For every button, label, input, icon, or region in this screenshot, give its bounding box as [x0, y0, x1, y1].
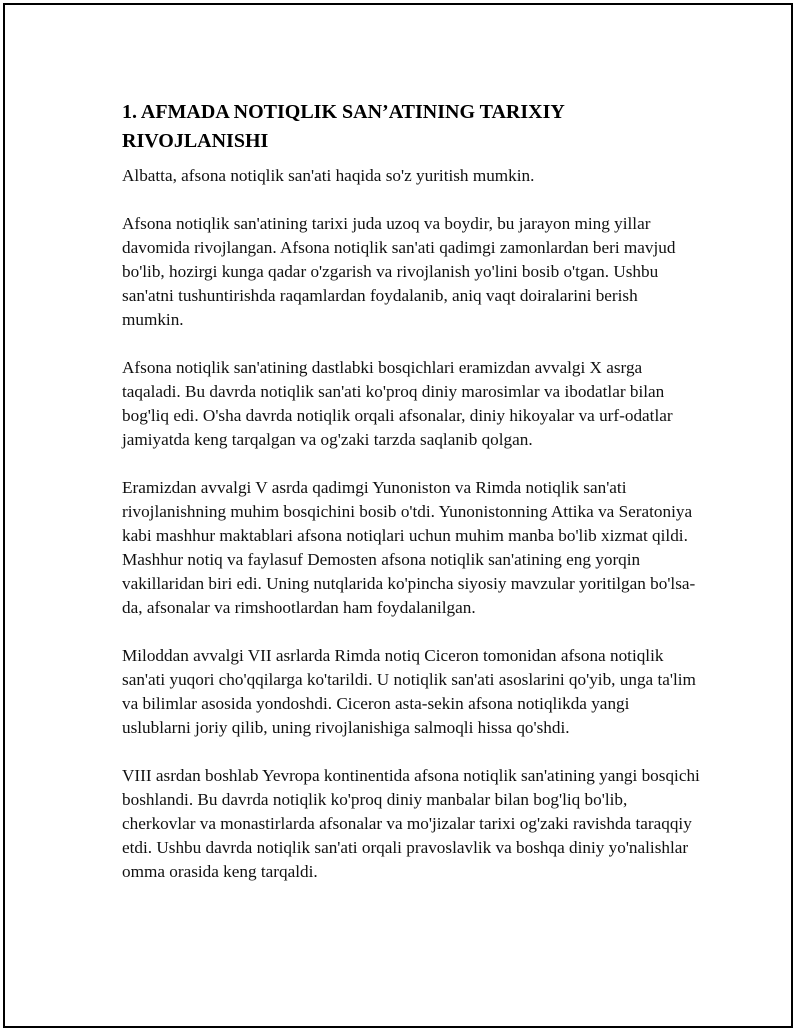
- page-frame: [3, 3, 793, 1028]
- paragraph-europe: VIII asrdan boshlab Yevropa kontinentida afsona notiqlik san'atining yangi bosqichi boshlandi. Bu davrda notiqlik ko'proq diniy manbalar bilan bog'liq bo'lib, cherkovlar va monastirlarda afsonalar va mo'jizalar tarixi og'zaki ravishda taraqqiy etdi. Ushbu davrda notiqlik san'ati orqali pravoslavlik va boshqa diniy yo'nalishlar omma orasida keng tarqaldi.: [122, 766, 700, 881]
- paragraph-ciceron: Miloddan avvalgi VII asrlarda Rimda notiq Ciceron tomonidan afsona notiqlik san'ati yuqori cho'qqilarga ko'tarildi. U notiqlik san'ati asoslarini qo'yib, unga ta'lim va bilimlar asosida yondoshdi. Ciceron asta-sekin afsona notiqlikda yangi uslublarni joriy qilib, uning rivojlanishiga salmoqli hissa qo'shdi.: [122, 646, 696, 737]
- paragraph-history: Afsona notiqlik san'atining tarixi juda uzoq va boydir, bu jarayon ming yillar davomida rivojlangan. Afsona notiqlik san'ati qadimgi zamonlardan beri mavjud bo'lib, hozirgi kunga qadar o'zgarish va rivojlanish yo'lini bosib o'tgan. Ushbu san'atni tushuntirishda raqamlardan foydalanib, aniq vaqt doiralarini berish mumkin.: [122, 214, 676, 329]
- paragraph-early-stages: Afsona notiqlik san'atining dastlabki bosqichlari eramizdan avvalgi X asrga taqaladi. Bu davrda notiqlik san'ati ko'proq diniy marosimlar va ibodatlar bilan bog'liq edi. O'sha davrda notiqlik orqali afsonalar, diniy hikoyalar va urf-odatlar jamiyatda keng tarqalgan va og'zaki tarzda saqlanib qolgan.: [122, 358, 673, 449]
- document-body: [122, 98, 702, 908]
- paragraph-intro: Albatta, afsona notiqlik san'ati haqida so'z yuritish mumkin.: [122, 166, 535, 185]
- paragraph-greece-rome: Eramizdan avvalgi V asrda qadimgi Yunoniston va Rimda notiqlik san'ati rivojlanishning muhim bosqichini bosib o'tdi. Yunonistonning Attika va Seratoniya kabi mashhur maktablari afsona notiqlari uchun muhim manba bo'lib xizmat qildi. Mashhur notiq va faylasuf Demosten afsona notiqlik san'atining eng yorqin vakillaridan biri edi. Uning nutqlarida ko'pincha siyosiy mavzular yoritilgan bo'lsa-da, afsonalar va rimshootlardan ham foydalanilgan.: [122, 478, 696, 617]
- document-title: 1. AFMADA NOTIQLIK SAN’ATINING TARIXIY RIVOJLANISHI: [122, 101, 565, 152]
